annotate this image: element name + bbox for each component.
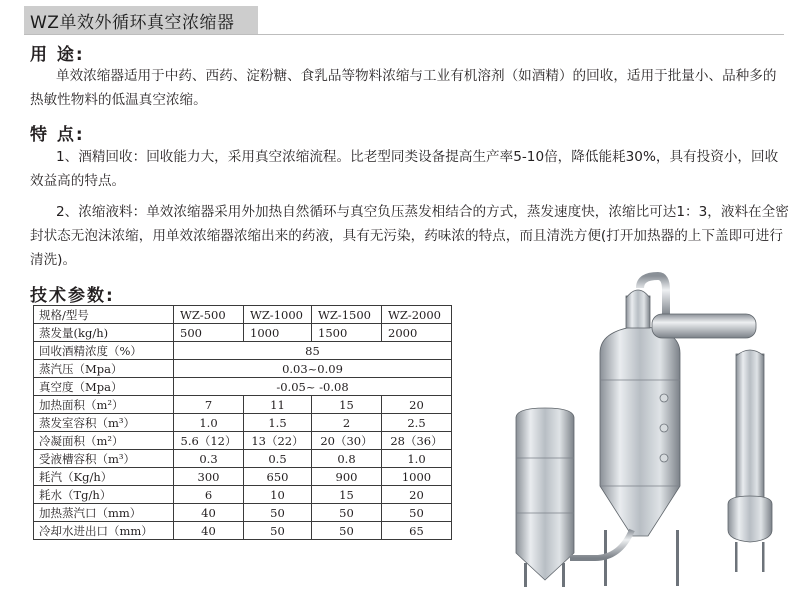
sight-glass <box>660 394 668 402</box>
spec-cell: 10 <box>244 486 312 504</box>
spec-cell: 20 <box>382 396 452 414</box>
horizontal-condenser <box>652 314 756 338</box>
spec-row-label: 蒸发量(kg/h) <box>34 324 174 342</box>
spec-row-label: 耗汽（Kg/h） <box>34 468 174 486</box>
spec-row-label: 蒸发室容积（m³） <box>34 414 174 432</box>
spec-cell: 20 <box>382 486 452 504</box>
model-cell: WZ-1000 <box>244 306 312 324</box>
spec-cell: 300 <box>174 468 244 486</box>
spec-cell: 650 <box>244 468 312 486</box>
support-leg <box>676 530 679 586</box>
support-leg <box>562 563 565 587</box>
support-leg <box>735 542 738 572</box>
usage-paragraph <box>30 64 790 112</box>
spec-row-label: 冷凝面积（m²） <box>34 432 174 450</box>
circulation-pipe <box>570 530 632 558</box>
page-title: WZ单效外循环真空浓缩器 <box>30 12 235 33</box>
model-cell: WZ-2000 <box>382 306 452 324</box>
spec-row <box>34 396 452 414</box>
spec-row-label: 加热蒸汽口（mm） <box>34 504 174 522</box>
spec-row-label: 冷却水进出口（mm） <box>34 522 174 540</box>
usage-heading: 用 途: <box>30 45 85 65</box>
receiving-tank <box>516 408 574 580</box>
spec-header-row <box>34 306 452 324</box>
spec-cell: 50 <box>382 504 452 522</box>
feature-text-2: 2、浓缩液料：单效浓缩器采用外加热自然循环与真空负压蒸发相结合的方式，蒸发速度快，浓缩比可达1：3，液料在全密封状态无泡沫浓缩，用单效浓缩器浓缩出来的药液，具有无污染，药味浓的特点，而且清洗方便(打开加热器的上下盖即可进行清洗)。 <box>30 204 789 268</box>
spec-cell: 15 <box>312 486 382 504</box>
spec-header-label: 规格/型号 <box>34 306 174 324</box>
spec-row-label: 蒸汽压（Mpa） <box>34 360 174 378</box>
feature-paragraph-1 <box>30 145 790 193</box>
spec-row-label: 耗水（Tg/h） <box>34 486 174 504</box>
spec-row <box>34 504 452 522</box>
spec-row-label: 加热面积（m²） <box>34 396 174 414</box>
spec-cell: 50 <box>244 522 312 540</box>
support-leg <box>762 542 765 572</box>
spec-row <box>34 414 452 432</box>
spec-row <box>34 360 452 378</box>
concentrator-equipment-illustration <box>500 268 800 588</box>
spec-cell: 1000 <box>244 324 312 342</box>
spec-cell: 7 <box>174 396 244 414</box>
spec-cell: 28（36） <box>382 432 452 450</box>
spec-cell: 20（30） <box>312 432 382 450</box>
spec-table <box>33 305 452 540</box>
title-divider <box>24 34 784 35</box>
spec-row <box>34 468 452 486</box>
spec-row <box>34 378 452 396</box>
spec-cell: 0.5 <box>244 450 312 468</box>
spec-cell: 5.6（12） <box>174 432 244 450</box>
spec-cell: 1.0 <box>382 450 452 468</box>
spec-row-label: 真空度（Mpa） <box>34 378 174 396</box>
spec-span-cell: 85 <box>174 342 452 360</box>
features-heading: 特 点: <box>30 125 85 145</box>
spec-cell: 2.5 <box>382 414 452 432</box>
spec-cell: 0.8 <box>312 450 382 468</box>
spec-row <box>34 432 452 450</box>
condenser-column <box>736 354 764 504</box>
spec-row <box>34 324 452 342</box>
model-cell: WZ-500 <box>174 306 244 324</box>
feature-text-1: 1、酒精回收：回收能力大，采用真空浓缩流程。比老型同类设备提高生产率5-10倍，降低能耗30%，具有投资小，回收效益高的特点。 <box>30 149 779 189</box>
spec-cell: 1.0 <box>174 414 244 432</box>
spec-cell: 0.3 <box>174 450 244 468</box>
spec-row-label: 受液槽容积（m³） <box>34 450 174 468</box>
spec-cell: 2 <box>312 414 382 432</box>
spec-cell: 50 <box>244 504 312 522</box>
spec-span-cell: 0.03~0.09 <box>174 360 452 378</box>
evaporator-vessel <box>600 326 680 536</box>
spec-cell: 900 <box>312 468 382 486</box>
spec-cell: 6 <box>174 486 244 504</box>
spec-cell: 500 <box>174 324 244 342</box>
feature-paragraph-2 <box>30 200 790 272</box>
page-title-bar <box>24 6 258 34</box>
spec-cell: 2000 <box>382 324 452 342</box>
vapor-neck <box>626 296 650 328</box>
sight-glass <box>660 424 668 432</box>
spec-cell: 50 <box>312 522 382 540</box>
spec-row <box>34 522 452 540</box>
spec-cell: 1000 <box>382 468 452 486</box>
usage-text: 单效浓缩器适用于中药、西药、淀粉糖、食乳品等物料浓缩与工业有机溶剂（如酒精）的回收，适用于批量小、品种多的热敏性物料的低温真空浓缩。 <box>30 68 777 108</box>
support-leg <box>524 563 527 587</box>
model-cell: WZ-1500 <box>312 306 382 324</box>
spec-row <box>34 342 452 360</box>
spec-cell: 50 <box>312 504 382 522</box>
sight-glass <box>660 454 668 462</box>
spec-row <box>34 450 452 468</box>
spec-cell: 40 <box>174 504 244 522</box>
spec-cell: 65 <box>382 522 452 540</box>
spec-cell: 11 <box>244 396 312 414</box>
specs-heading: 技术参数: <box>30 286 115 306</box>
spec-cell: 1.5 <box>244 414 312 432</box>
spec-cell: 1500 <box>312 324 382 342</box>
condensate-receiver <box>728 496 772 542</box>
spec-cell: 13（22） <box>244 432 312 450</box>
spec-cell: 40 <box>174 522 244 540</box>
spec-row <box>34 486 452 504</box>
spec-cell: 15 <box>312 396 382 414</box>
spec-row-label: 回收酒精浓度（%） <box>34 342 174 360</box>
spec-span-cell: -0.05~ -0.08 <box>174 378 452 396</box>
